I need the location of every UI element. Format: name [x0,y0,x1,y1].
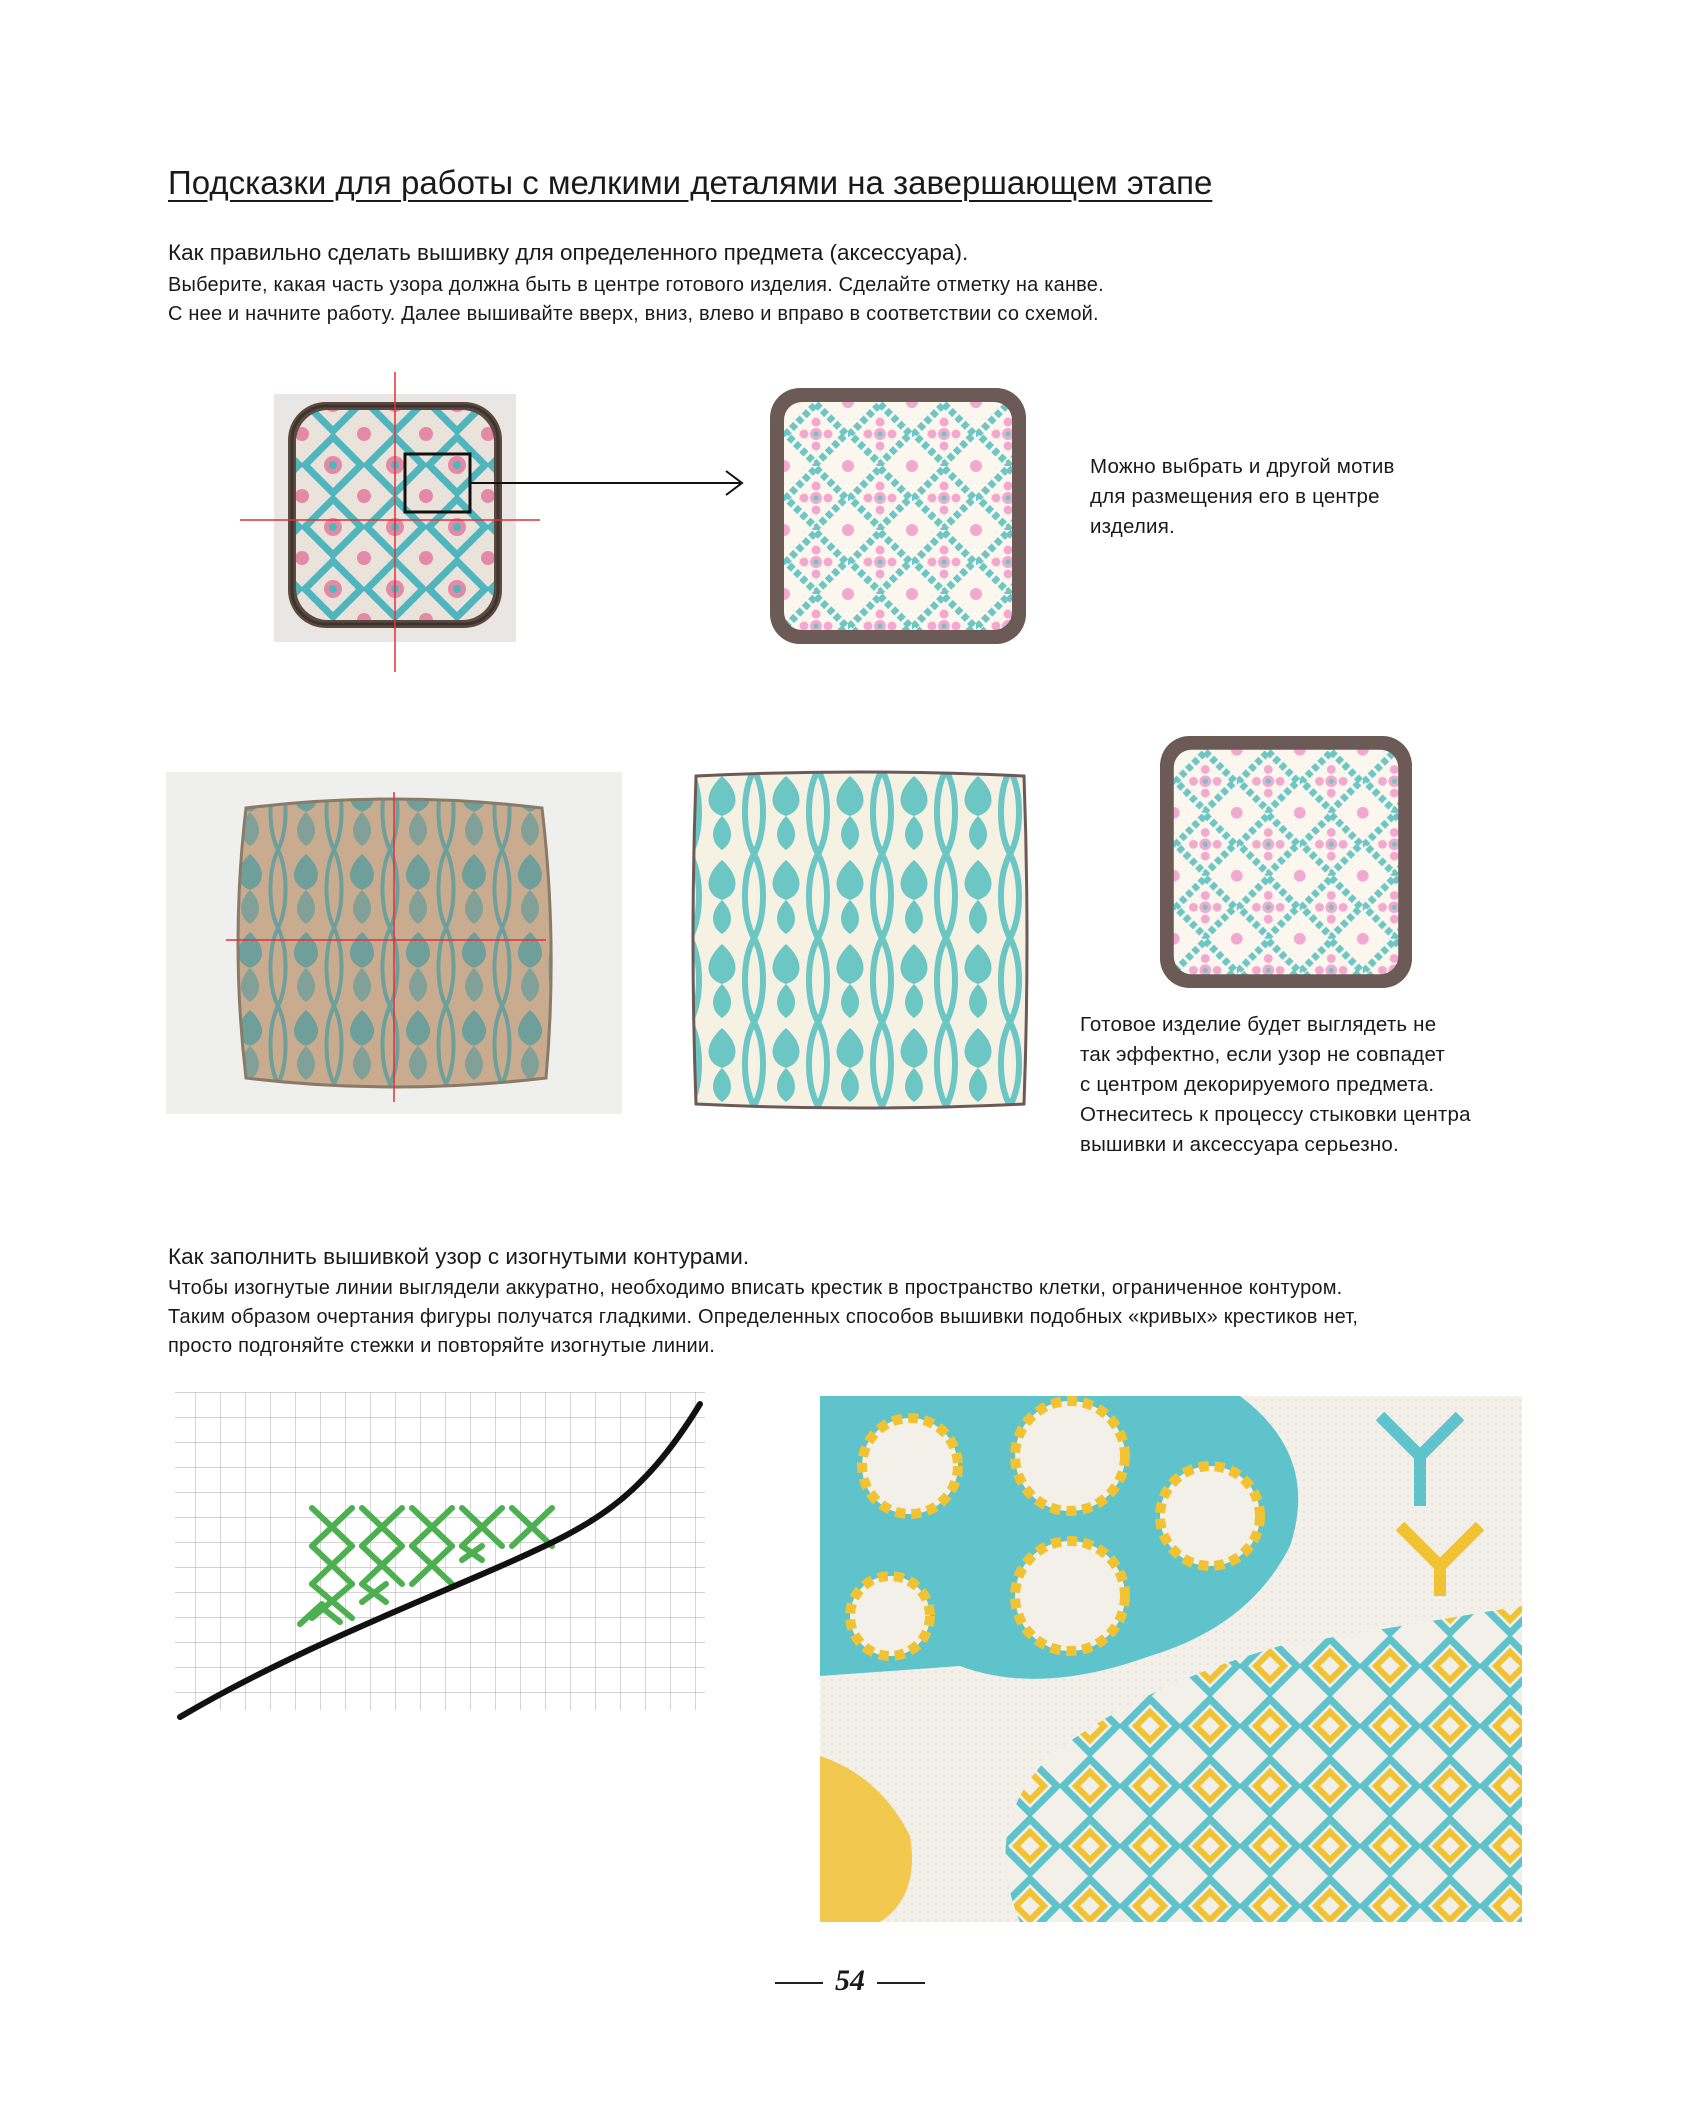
embroidery-closeup [820,1396,1522,1922]
note-2-line: Готовое изделие будет выглядеть не [1080,1013,1437,1036]
note-2-line: так эффектно, если узор не совпадет [1080,1043,1445,1066]
note-2-line: с центром декорируемого предмета. [1080,1073,1435,1096]
page-number-dash-right [877,1982,925,1984]
pillow-drawing [690,770,1030,1110]
section1-paragraph [168,271,1104,329]
tile-pattern-swatch [770,388,1026,644]
page-number [0,1964,1700,1998]
note-1-line: изделия. [1090,515,1175,538]
damask-pillow-photo [166,772,622,1114]
note-1 [1090,452,1395,542]
note-1-line: для размещения его в центре [1090,485,1380,508]
section2-heading: Как заполнить вышивкой узор с изогнутыми контурами. [168,1244,750,1269]
section2-line: Чтобы изогнутые линии выглядели аккуратно, необходимо вписать крестик в пространство клетки, ограниченное контуром. [168,1277,1343,1299]
section2-paragraph [168,1274,1358,1361]
curved-cross-stitch-diagram [170,1392,710,1732]
note-2 [1080,1010,1471,1160]
embroidery-closeup-photo [820,1396,1522,1922]
page-number-dash-left [775,1982,823,1984]
pattern-swatch-1 [770,388,1026,644]
note-1-line: Можно выбрать и другой мотив [1090,455,1395,478]
note-2-line: Отнеситесь к процессу стыковки центра [1080,1103,1471,1126]
embroidery-hoop-photo [240,372,780,672]
pillow-photo [166,772,622,1114]
section1-line: Выберите, какая часть узора должна быть в центре готового изделия. Сделайте отметку на канве. [168,274,1104,296]
pattern-swatch-2 [1160,736,1412,988]
grid-diagram [170,1392,710,1732]
section1-line: С нее и начните работу. Далее вышивайте вверх, вниз, влево и вправо в соответствии со схемой. [168,303,1099,325]
page-number-value: 54 [835,1964,865,1997]
section2-line: просто подгоняйте стежки и повторяйте изогнутые линии. [168,1335,716,1357]
section2-line: Таким образом очертания фигуры получатся гладкими. Определенных способов вышивки подобных «кривых» крестиков нет, [168,1306,1359,1328]
note-2-line: вышивки и аксессуара серьезно. [1080,1133,1399,1156]
hoop-photo [240,372,780,672]
page-title: Подсказки для работы с мелкими деталями на завершающем этапе [168,164,1213,201]
section1-heading: Как правильно сделать вышивку для определенного предмета (аксессуара). [168,240,969,265]
tile-pattern-swatch [1160,736,1412,988]
damask-pillow-illustration [690,770,1030,1110]
